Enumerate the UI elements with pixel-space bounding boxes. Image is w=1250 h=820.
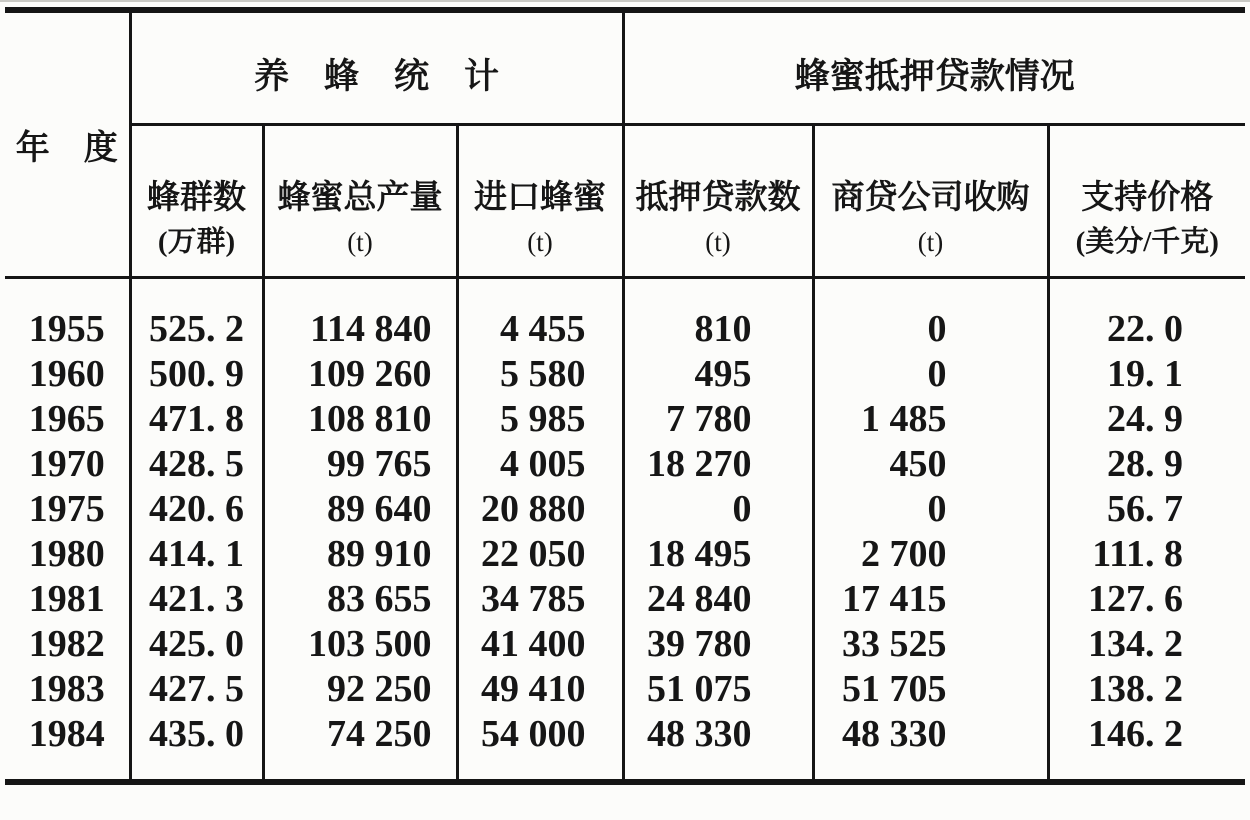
year-cell: 1955: [28, 308, 105, 350]
value-cell: 427. 5: [130, 667, 263, 712]
value-cell: 111. 8: [1048, 532, 1245, 577]
column-unit: (t): [705, 227, 731, 257]
table-row: [5, 712, 1245, 782]
table-row: [5, 667, 1245, 712]
value-cell: 127. 6: [1048, 577, 1245, 622]
value-cell: 146. 2: [1048, 712, 1245, 782]
value-cell: 51 075: [623, 667, 813, 712]
table-row: [5, 532, 1245, 577]
column-unit: (t): [917, 227, 944, 257]
value-cell: 0: [813, 278, 1048, 353]
scan-edge-line: [0, 0, 1250, 2]
honey-statistics-table: [5, 7, 1245, 785]
value-cell: 28. 9: [1048, 442, 1245, 487]
year-column-header: 年 度: [5, 10, 130, 278]
year-cell: 1982: [28, 623, 105, 665]
value-cell: 4 455: [457, 278, 623, 353]
value-cell: 18 495: [623, 532, 813, 577]
year-cell: 1960: [28, 353, 105, 395]
year-cell: 1970: [28, 443, 105, 485]
year-cell: 1983: [28, 668, 105, 710]
column-unit: (t): [347, 227, 373, 257]
column-name: 支持价格: [1081, 180, 1214, 216]
column-unit: (t): [527, 227, 553, 257]
value-cell: 48 330: [813, 712, 1048, 782]
value-cell: 49 410: [457, 667, 623, 712]
value-cell: 24. 9: [1048, 397, 1245, 442]
table-row: [5, 577, 1245, 622]
table-row: [5, 622, 1245, 667]
table-row: [5, 278, 1245, 353]
column-name: 商贷公司收购: [831, 180, 1030, 216]
table-row: [5, 442, 1245, 487]
value-cell: 56. 7: [1048, 487, 1245, 532]
value-cell: 20 880: [457, 487, 623, 532]
value-cell: 103 500: [263, 622, 457, 667]
group-header-row: [5, 10, 1245, 125]
value-cell: 22. 0: [1048, 278, 1245, 353]
value-cell: 74 250: [263, 712, 457, 782]
column-header-mortgage-loan-amount: [623, 125, 813, 278]
year-cell: 1984: [28, 713, 105, 755]
value-cell: 138. 2: [1048, 667, 1245, 712]
value-cell: 41 400: [457, 622, 623, 667]
value-cell: 4 005: [457, 442, 623, 487]
value-cell: 421. 3: [130, 577, 263, 622]
value-cell: 420. 6: [130, 487, 263, 532]
group-header-honey-mortgage-loans: 蜂蜜抵押贷款情况: [623, 10, 1245, 125]
value-cell: 471. 8: [130, 397, 263, 442]
column-header-total-honey-output: [263, 125, 457, 278]
group-header-beekeeping-statistics: 养 蜂 统 计: [130, 10, 623, 125]
value-cell: 0: [623, 487, 813, 532]
sub-header-row: [5, 125, 1245, 278]
column-unit: (万群): [157, 226, 236, 258]
value-cell: 108 810: [263, 397, 457, 442]
value-cell: 54 000: [457, 712, 623, 782]
table-row: [5, 352, 1245, 397]
value-cell: 0: [813, 487, 1048, 532]
value-cell: 17 415: [813, 577, 1048, 622]
value-cell: 450: [813, 442, 1048, 487]
value-cell: 39 780: [623, 622, 813, 667]
value-cell: 500. 9: [130, 352, 263, 397]
value-cell: 89 910: [263, 532, 457, 577]
value-cell: 134. 2: [1048, 622, 1245, 667]
table-row: [5, 487, 1245, 532]
value-cell: 24 840: [623, 577, 813, 622]
value-cell: 34 785: [457, 577, 623, 622]
value-cell: 19. 1: [1048, 352, 1245, 397]
column-header-colony-count: [130, 125, 263, 278]
column-name: 抵押贷款数: [635, 180, 801, 216]
value-cell: 48 330: [623, 712, 813, 782]
value-cell: 2 700: [813, 532, 1048, 577]
value-cell: 22 050: [457, 532, 623, 577]
value-cell: 99 765: [263, 442, 457, 487]
value-cell: 109 260: [263, 352, 457, 397]
value-cell: 5 985: [457, 397, 623, 442]
value-cell: 414. 1: [130, 532, 263, 577]
column-header-support-price: [1048, 125, 1245, 278]
value-cell: 33 525: [813, 622, 1048, 667]
year-cell: 1980: [28, 533, 105, 575]
value-cell: 428. 5: [130, 442, 263, 487]
value-cell: 7 780: [623, 397, 813, 442]
column-unit: (美分/千克): [1075, 226, 1219, 258]
value-cell: 92 250: [263, 667, 457, 712]
column-header-ccc-purchase: [813, 125, 1048, 278]
value-cell: 51 705: [813, 667, 1048, 712]
table-body: [5, 278, 1245, 783]
value-cell: 83 655: [263, 577, 457, 622]
year-cell: 1981: [28, 578, 105, 620]
value-cell: 810: [623, 278, 813, 353]
value-cell: 18 270: [623, 442, 813, 487]
value-cell: 495: [623, 352, 813, 397]
value-cell: 0: [813, 352, 1048, 397]
column-header-imported-honey: [457, 125, 623, 278]
column-name: 进口蜂蜜: [474, 180, 606, 216]
value-cell: 525. 2: [130, 278, 263, 353]
value-cell: 425. 0: [130, 622, 263, 667]
value-cell: 89 640: [263, 487, 457, 532]
year-cell: 1965: [28, 398, 105, 440]
value-cell: 114 840: [263, 278, 457, 353]
year-cell: 1975: [28, 488, 105, 530]
table-row: [5, 397, 1245, 442]
column-name: 蜂蜜总产量: [277, 180, 443, 216]
value-cell: 1 485: [813, 397, 1048, 442]
column-name: 蜂群数: [147, 180, 246, 216]
value-cell: 5 580: [457, 352, 623, 397]
value-cell: 435. 0: [130, 712, 263, 782]
